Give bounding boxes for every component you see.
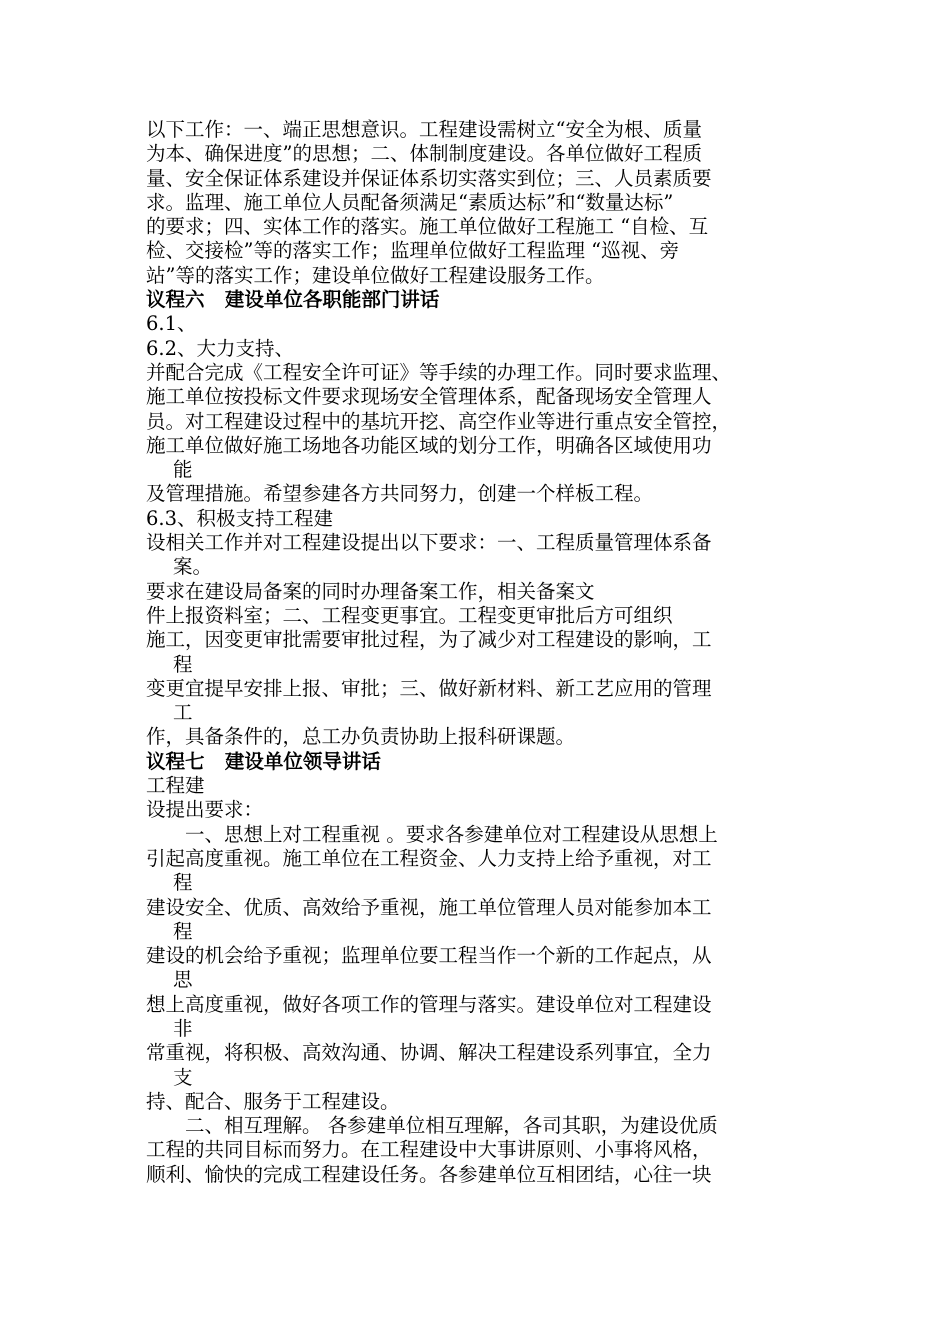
text-line: 检、交接检”等的落实工作；监理单位做好工程监理 “巡视、旁 — [146, 239, 680, 263]
paragraph-start: 二、相互理解。 各参建单位相互理解，各司其职，为建设优质 — [185, 1114, 718, 1138]
text-line: 为本、确保进度”的思想；二、体制制度建设。各单位做好工程质 — [146, 142, 702, 166]
wrap-fragment: 程 — [173, 652, 193, 676]
text-line: 员。对工程建设过程中的基坑开挖、高空作业等进行重点安全管控， — [146, 409, 732, 433]
wrap-fragment: 程 — [173, 871, 193, 895]
wrap-fragment: 案。 — [173, 555, 213, 579]
document-body — [146, 118, 816, 1187]
text-line: 设提出要求： — [146, 798, 264, 822]
wrap-fragment: 程 — [173, 919, 193, 943]
section-heading-agenda-7: 议程七 建设单位领导讲话 — [146, 749, 381, 773]
text-line: 件上报资料室；二、工程变更事宜。工程变更审批后方可组织 — [146, 603, 673, 627]
text-line: 施工单位做好施工场地各功能区域的划分工作，明确各区域使用功 — [146, 433, 712, 457]
text-line: 站”等的落实工作；建设单位做好工程建设服务工作。 — [146, 263, 605, 287]
text-line: 求。监理、施工单位人员配备须满足“素质达标”和“数量达标” — [146, 190, 674, 214]
text-line: 及管理措施。希望参建各方共同努力，创建一个样板工程。 — [146, 482, 654, 506]
text-line: 想上高度重视，做好各项工作的管理与落实。建设单位对工程建设 — [146, 992, 712, 1016]
text-line: 持、配合、服务于工程建设。 — [146, 1089, 400, 1113]
text-line: 的要求；四、实体工作的落实。施工单位做好工程施工 “自检、互 — [146, 215, 709, 239]
text-line: 6.2、大力支持、 — [146, 336, 295, 360]
text-line: 引起高度重视。施工单位在工程资金、人力支持上给予重视，对工 — [146, 846, 712, 870]
text-line: 6.1、 — [146, 312, 197, 336]
text-line: 工程的共同目标而努力。在工程建设中大事讲原则、小事将风格， — [146, 1138, 712, 1162]
text-line: 施工，因变更审批需要审批过程，为了减少对工程建设的影响，工 — [146, 628, 712, 652]
text-line: 建设的机会给予重视；监理单位要工程当作一个新的工作起点，从 — [146, 944, 712, 968]
text-line: 量、安全保证体系建设并保证体系切实落实到位；三、人员素质要 — [146, 166, 712, 190]
wrap-fragment: 支 — [173, 1065, 193, 1089]
text-line: 工程建 — [146, 774, 205, 798]
text-line: 6.3、积极支持工程建 — [146, 506, 334, 530]
text-line: 顺利、愉快的完成工程建设任务。各参建单位互相团结，心往一块 — [146, 1162, 712, 1186]
text-line: 以下工作：一、端正思想意识。工程建设需树立“安全为根、质量 — [146, 118, 702, 141]
text-line: 作，具备条件的，总工办负责协助上报科研课题。 — [146, 725, 576, 749]
text-line: 变更宜提早安排上报、审批；三、做好新材料、新工艺应用的管理 — [146, 676, 712, 700]
text-line: 施工单位按投标文件要求现场安全管理体系，配备现场安全管理人 — [146, 385, 712, 409]
section-heading-agenda-6: 议程六 建设单位各职能部门讲话 — [146, 288, 440, 312]
wrap-fragment: 思 — [173, 968, 193, 992]
text-line: 要求在建设局备案的同时办理备案工作，相关备案文 — [146, 579, 595, 603]
text-line: 并配合完成《工程安全许可证》等手续的办理工作。同时要求监理、 — [146, 360, 732, 384]
wrap-fragment: 工 — [173, 701, 193, 725]
wrap-fragment: 能 — [173, 458, 193, 482]
wrap-fragment: 非 — [173, 1016, 193, 1040]
text-line: 建设安全、优质、高效给予重视，施工单位管理人员对能参加本工 — [146, 895, 712, 919]
paragraph-start: 一、思想上对工程重视 。要求各参建单位对工程建设从思想上 — [185, 822, 718, 846]
text-line: 设相关工作并对工程建设提出以下要求：一、工程质量管理体系备 — [146, 531, 712, 555]
text-line: 常重视，将积极、高效沟通、协调、解决工程建设系列事宜，全力 — [146, 1041, 712, 1065]
